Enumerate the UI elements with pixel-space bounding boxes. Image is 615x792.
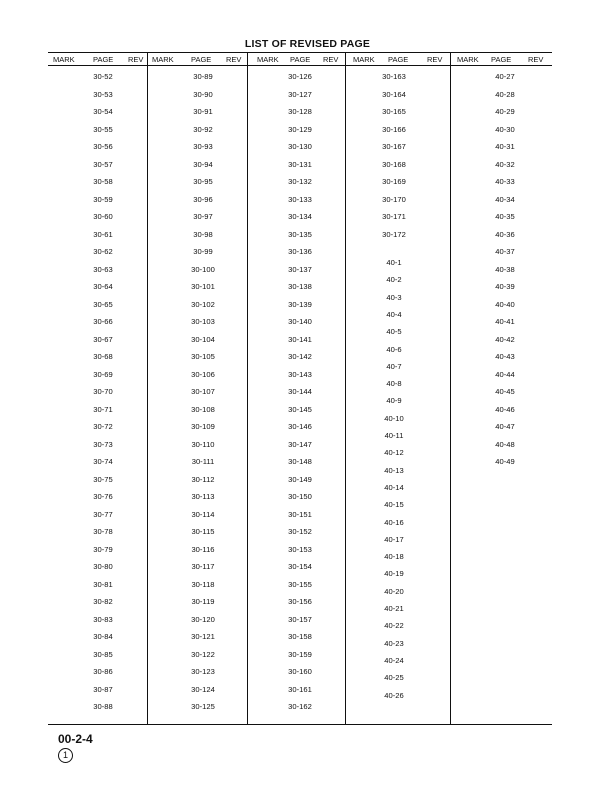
page-entry: 40-43 [495, 352, 515, 361]
page-entry: 40-47 [495, 422, 515, 431]
column-header-mark: MARK [257, 55, 279, 64]
page-entry: 30-130 [288, 142, 312, 151]
page-entry: 30-155 [288, 579, 312, 589]
page-entry: 40-22 [384, 621, 404, 631]
page-entry: 30-165 [382, 107, 406, 116]
page-entry: 30-171 [382, 212, 406, 221]
page-entry: 30-73 [93, 439, 113, 449]
page-entry: 30-103 [191, 317, 215, 326]
page-entry: 30-76 [93, 492, 113, 501]
page-entry: 30-105 [191, 352, 215, 361]
page-entry: 40-14 [384, 482, 404, 492]
page-entry: 40-6 [386, 344, 402, 354]
page-entry: 30-129 [288, 124, 312, 134]
page-entry: 30-118 [191, 579, 215, 589]
page-entry: 30-89 [193, 72, 213, 81]
page-entry: 30-71 [93, 404, 113, 414]
column-header-rev: REV [128, 55, 144, 64]
page-entry: 40-49 [495, 457, 515, 466]
page-entry: 40-40 [495, 299, 515, 309]
page-entry: 40-45 [495, 387, 515, 396]
page-entry: 30-153 [288, 544, 312, 554]
page-entry: 30-135 [288, 229, 312, 239]
column-header-page: PAGE [388, 55, 409, 64]
page-entry: 30-151 [288, 509, 312, 519]
page-entry: 30-86 [93, 667, 113, 676]
page-entry: 30-75 [93, 474, 113, 484]
page-entry: 30-53 [93, 89, 113, 99]
page-entry: 30-147 [288, 439, 312, 449]
page-entry: 30-157 [288, 614, 312, 624]
page-entry: 30-110 [191, 439, 215, 449]
page-entry: 30-107 [191, 387, 215, 396]
page-entry: 40-35 [495, 212, 515, 221]
page-entry: 30-114 [191, 509, 215, 519]
page-entry: 30-79 [93, 544, 113, 554]
page-entry: 40-34 [495, 194, 515, 204]
page-entry: 30-138 [288, 282, 312, 291]
page-entry: 40-41 [495, 317, 515, 326]
page-entry: 30-84 [93, 632, 113, 641]
page-entry: 30-74 [93, 457, 113, 466]
page-entry: 40-3 [386, 292, 402, 302]
page-entry: 30-154 [288, 562, 312, 571]
page-entry: 30-88 [93, 702, 113, 711]
page-entry: 30-169 [382, 177, 406, 186]
page-entry: 40-33 [495, 177, 515, 186]
page-entry: 30-124 [191, 684, 215, 694]
page-entry: 30-127 [288, 89, 312, 99]
page-entry: 40-24 [384, 655, 404, 665]
page-entry: 30-115 [191, 527, 215, 536]
page-entry: 30-111 [191, 457, 215, 466]
page-entry: 40-9 [386, 396, 402, 406]
page-entry: 30-162 [288, 702, 312, 711]
page-entry: 40-4 [386, 309, 402, 319]
page-entry: 30-125 [191, 702, 215, 711]
page-entry: 40-19 [384, 569, 404, 579]
column-header-rev: REV [528, 55, 544, 64]
page-entry: 30-77 [93, 509, 113, 519]
page-entry: 40-18 [384, 552, 404, 562]
page-entry: 30-81 [93, 579, 113, 589]
page-entry: 30-62 [93, 247, 113, 256]
page-entry: 40-20 [384, 586, 404, 596]
page-entry: 30-61 [93, 229, 113, 239]
page-entry: 30-95 [193, 177, 213, 186]
page-entry: 30-91 [193, 107, 213, 116]
page-entry: 30-106 [191, 369, 215, 379]
header-rule [48, 65, 552, 66]
page-entry: 40-25 [384, 673, 404, 683]
page-entry: 40-28 [495, 89, 515, 99]
column-group-divider [345, 52, 346, 725]
page-entry: 30-172 [382, 229, 406, 239]
page-entry: 40-46 [495, 404, 515, 414]
page-entry: 30-102 [191, 299, 215, 309]
page-entry: 40-5 [386, 327, 402, 337]
page-entry: 30-104 [191, 334, 215, 344]
page-entry: 40-12 [384, 448, 404, 458]
column-header-page: PAGE [491, 55, 512, 64]
page-entry: 40-11 [384, 431, 404, 440]
page-entry: 40-13 [384, 465, 404, 475]
page-entry: 30-134 [288, 212, 312, 221]
page-entry: 30-56 [93, 142, 113, 151]
page-entry: 30-94 [193, 159, 213, 169]
page-entry: 30-143 [288, 369, 312, 379]
page-entry: 30-161 [288, 684, 312, 694]
page-entry: 30-55 [93, 124, 113, 134]
page-entry: 30-152 [288, 527, 312, 536]
page-entry: 30-65 [93, 299, 113, 309]
page-entry: 30-64 [93, 282, 113, 291]
page-entry: 30-168 [382, 159, 406, 169]
page-entry: 40-2 [386, 275, 402, 285]
page-entry: 30-69 [93, 369, 113, 379]
page-entry: 30-164 [382, 89, 406, 99]
page-entry: 30-117 [191, 562, 215, 571]
page-entry: 30-57 [93, 159, 113, 169]
column-header-mark: MARK [457, 55, 479, 64]
page-entry: 40-26 [384, 690, 404, 700]
page-entry: 30-149 [288, 474, 312, 484]
page-entry: 30-150 [288, 492, 312, 501]
page-entry: 40-10 [384, 413, 404, 423]
page-entry: 30-142 [288, 352, 312, 361]
page-entry: 30-128 [288, 107, 312, 116]
page-entry: 30-70 [93, 387, 113, 396]
page-entry: 30-83 [93, 614, 113, 624]
page-entry: 30-132 [288, 177, 312, 186]
page-entry: 30-123 [191, 667, 215, 676]
page-entry: 30-140 [288, 317, 312, 326]
page-entry: 40-23 [384, 638, 404, 648]
page-entry: 30-96 [193, 194, 213, 204]
page-entry: 40-1 [386, 258, 402, 267]
column-group-divider [247, 52, 248, 725]
page-entry: 40-48 [495, 439, 515, 449]
page-entry: 30-136 [288, 247, 312, 256]
page-entry: 30-67 [93, 334, 113, 344]
page-entry: 40-17 [384, 534, 404, 544]
page-entry: 40-15 [384, 500, 404, 510]
page-entry: 30-166 [382, 124, 406, 134]
page-entry: 30-85 [93, 649, 113, 659]
page-entry: 30-139 [288, 299, 312, 309]
page-entry: 30-98 [193, 229, 213, 239]
page-entry: 30-63 [93, 264, 113, 274]
page-entry: 30-58 [93, 177, 113, 186]
page-entry: 40-27 [495, 72, 515, 81]
page-entry: 30-59 [93, 194, 113, 204]
page-entry: 30-167 [382, 142, 406, 151]
page-entry: 30-126 [288, 72, 312, 81]
page-entry: 30-131 [288, 159, 312, 169]
page-entry: 30-116 [191, 544, 215, 554]
page-entry: 40-36 [495, 229, 515, 239]
page-entry: 30-122 [191, 649, 215, 659]
page-entry: 30-121 [191, 632, 215, 641]
page-entry: 30-92 [193, 124, 213, 134]
page-entry: 30-100 [191, 264, 215, 274]
page-entry: 30-144 [288, 387, 312, 396]
table-bottom-rule [48, 724, 552, 725]
page-entry: 40-44 [495, 369, 515, 379]
page-entry: 40-38 [495, 264, 515, 274]
page-entry: 40-42 [495, 334, 515, 344]
page-entry: 30-80 [93, 562, 113, 571]
column-header-page: PAGE [93, 55, 114, 64]
page-entry: 30-78 [93, 527, 113, 536]
column-header-mark: MARK [353, 55, 375, 64]
column-header-mark: MARK [53, 55, 75, 64]
page-entry: 30-54 [93, 107, 113, 116]
page-entry: 30-90 [193, 89, 213, 99]
page-entry: 30-112 [191, 474, 215, 484]
page-entry: 30-158 [288, 632, 312, 641]
column-header-rev: REV [323, 55, 339, 64]
page-entry: 30-159 [288, 649, 312, 659]
page-entry: 30-170 [382, 194, 406, 204]
page-entry: 30-68 [93, 352, 113, 361]
page-entry: 40-21 [384, 604, 404, 613]
column-group-divider [147, 52, 148, 725]
page-entry: 30-133 [288, 194, 312, 204]
page-title: LIST OF REVISED PAGE [244, 38, 371, 50]
page-entry: 30-119 [191, 597, 215, 606]
page-entry: 30-160 [288, 667, 312, 676]
page-entry: 30-101 [191, 282, 215, 291]
page-entry: 30-66 [93, 317, 113, 326]
page-entry: 30-60 [93, 212, 113, 221]
page-entry: 30-141 [288, 334, 312, 344]
page-entry: 40-29 [495, 107, 515, 116]
page-entry: 30-93 [193, 142, 213, 151]
page-entry: 30-146 [288, 422, 312, 431]
page-entry: 40-8 [386, 379, 402, 389]
page-entry: 40-30 [495, 124, 515, 134]
page-entry: 30-108 [191, 404, 215, 414]
revision-circle-mark: 1 [58, 748, 73, 763]
page-number: 00-2-4 [58, 732, 93, 746]
column-header-page: PAGE [290, 55, 311, 64]
page-entry: 30-72 [93, 422, 113, 431]
page-entry: 30-97 [193, 212, 213, 221]
revised-pages-table [48, 52, 552, 725]
page-entry: 30-109 [191, 422, 215, 431]
page-entry: 30-156 [288, 597, 312, 606]
page-entry: 40-37 [495, 247, 515, 256]
page-entry: 40-16 [384, 517, 404, 527]
column-group-divider [450, 52, 451, 725]
page-entry: 30-99 [193, 247, 213, 256]
page-entry: 30-87 [93, 684, 113, 694]
page-entry: 30-120 [191, 614, 215, 624]
page-entry: 30-52 [93, 72, 113, 81]
column-header-mark: MARK [152, 55, 174, 64]
page-entry: 30-82 [93, 597, 113, 606]
table-top-rule [48, 52, 552, 53]
page-entry: 40-39 [495, 282, 515, 291]
page-entry: 30-137 [288, 264, 312, 274]
column-header-rev: REV [226, 55, 242, 64]
page-entry: 30-148 [288, 457, 312, 466]
page-entry: 30-145 [288, 404, 312, 414]
column-header-rev: REV [427, 55, 443, 64]
page-entry: 30-113 [191, 492, 215, 501]
column-header-page: PAGE [191, 55, 212, 64]
page-entry: 40-31 [495, 142, 515, 151]
page-entry: 40-7 [386, 361, 402, 371]
page-entry: 40-32 [495, 159, 515, 169]
page-entry: 30-163 [382, 72, 406, 81]
